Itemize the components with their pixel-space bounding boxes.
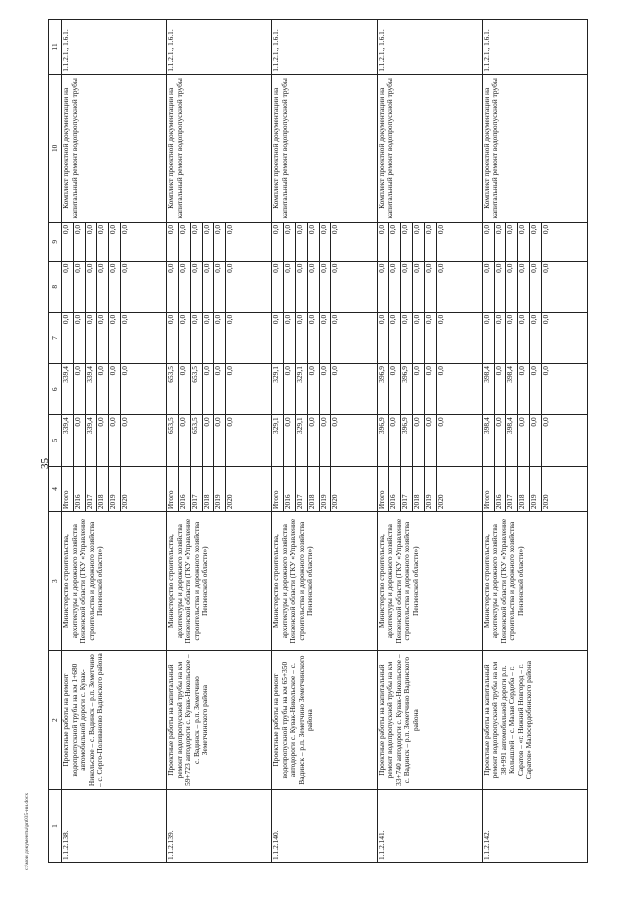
item-local-budget bbox=[272, 261, 377, 312]
item-total-funding-value: 0,0 bbox=[109, 415, 121, 465]
item-federal-budget-value: 0,0 bbox=[378, 313, 390, 363]
item-other-sources-value: 0,0 bbox=[284, 223, 296, 261]
item-years-value: 2018 bbox=[97, 467, 109, 512]
rotated-table-container bbox=[48, 19, 588, 863]
item-regional-budget-value: 0,0 bbox=[530, 364, 542, 414]
item-other-sources bbox=[377, 222, 482, 261]
item-total-funding-value: 0,0 bbox=[74, 415, 86, 465]
item-regional-budget-value: 653,5 bbox=[191, 364, 203, 414]
item-federal-budget-value: 0,0 bbox=[495, 313, 507, 363]
item-regional-budget-value: 0,0 bbox=[435, 366, 445, 376]
item-federal-budget-value: 0,0 bbox=[97, 313, 109, 363]
item-other-sources-value: 0,0 bbox=[203, 223, 215, 261]
item-other-sources-value: 0,0 bbox=[74, 223, 86, 261]
item-federal-budget-value: 0,0 bbox=[74, 313, 86, 363]
item-local-budget-value: 0,0 bbox=[308, 262, 320, 312]
item-regional-budget bbox=[62, 364, 167, 415]
item-local-budget-value: 0,0 bbox=[506, 262, 518, 312]
item-years-value: 2017 bbox=[296, 467, 308, 512]
item-federal-budget-value: 0,0 bbox=[320, 313, 332, 363]
item-number: 1.1.2.141. bbox=[377, 790, 482, 863]
item-years-value: 2018 bbox=[413, 467, 425, 512]
item-total-funding-value: 0,0 bbox=[518, 415, 530, 465]
item-total-funding bbox=[272, 415, 377, 466]
item-years-value: 2020 bbox=[540, 494, 550, 510]
item-executor: Министерство строительства, архитектуры и дорожного хозяйства Пензенской области (ГКУ «Управление строительства и дорожного хозяйства Пензенской области») bbox=[272, 512, 377, 651]
column-header-11: 11 bbox=[49, 20, 62, 75]
item-regional-budget bbox=[272, 364, 377, 415]
item-total-funding-value: 0,0 bbox=[495, 415, 507, 465]
item-total-funding-value: 329,1 bbox=[296, 415, 308, 465]
item-years bbox=[482, 466, 587, 512]
item-regional-budget-value: 0,0 bbox=[425, 364, 437, 414]
item-years-value: 2020 bbox=[435, 494, 445, 510]
table-body bbox=[62, 20, 588, 863]
item-result: Комплект проектной документации на капитальный ремонт водопропускной трубы bbox=[482, 74, 587, 222]
item-federal-budget-value: 0,0 bbox=[540, 314, 550, 325]
item-regional-budget-value: 0,0 bbox=[97, 364, 109, 414]
item-other-sources-value: 0,0 bbox=[413, 223, 425, 261]
item-local-budget bbox=[482, 261, 587, 312]
item-total-funding-value: 0,0 bbox=[540, 417, 550, 427]
item-federal-budget-value: 0,0 bbox=[284, 313, 296, 363]
item-other-sources bbox=[167, 222, 272, 261]
item-reference: 1.1.2.1., 1.6.1. bbox=[167, 20, 272, 75]
item-local-budget-value: 0,0 bbox=[109, 262, 121, 312]
item-local-budget-value: 0,0 bbox=[378, 262, 390, 312]
item-regional-budget-value: 398,4 bbox=[506, 364, 518, 414]
item-total-funding bbox=[167, 415, 272, 466]
item-executor: Министерство строительства, архитектуры и дорожного хозяйства Пензенской области (ГКУ «Управление строительства и дорожного хозяйства Пензенской области») bbox=[62, 512, 167, 651]
item-name: Проектные работы на капитальный ремонт водопропускной трубы на км 38+991 автомобильной дороги р.п. Колышлей – с. Малая Сердоба – г. Саратов – «г. Нижний Новгород – г. Саратов» Малосердобинского района bbox=[482, 651, 587, 790]
item-total-funding-value: 0,0 bbox=[225, 417, 235, 427]
item-local-budget-value: 0,0 bbox=[518, 262, 530, 312]
item-federal-budget bbox=[62, 312, 167, 363]
item-total-funding-value: 0,0 bbox=[179, 415, 191, 465]
item-local-budget-value: 0,0 bbox=[435, 263, 445, 273]
item-reference: 1.1.2.1., 1.6.1. bbox=[377, 20, 482, 75]
item-federal-budget-value: 0,0 bbox=[62, 313, 74, 363]
item-result: Комплект проектной документации на капитальный ремонт водопропускной трубы bbox=[167, 74, 272, 222]
item-local-budget-value: 0,0 bbox=[203, 262, 215, 312]
item-regional-budget-value: 0,0 bbox=[109, 364, 121, 414]
item-regional-budget-value: 329,1 bbox=[296, 364, 308, 414]
item-other-sources-value: 0,0 bbox=[425, 223, 437, 261]
item-total-funding bbox=[377, 415, 482, 466]
item-regional-budget-value: 0,0 bbox=[74, 364, 86, 414]
column-header-10: 10 bbox=[49, 74, 62, 222]
item-years-value: 2017 bbox=[401, 467, 413, 512]
item-other-sources bbox=[482, 222, 587, 261]
item-total-funding-value: 0,0 bbox=[214, 415, 226, 465]
item-total-funding-value: 396,9 bbox=[401, 415, 413, 465]
item-regional-budget-value: 0,0 bbox=[518, 364, 530, 414]
table-row bbox=[482, 20, 587, 863]
header-row bbox=[49, 20, 62, 863]
item-regional-budget bbox=[482, 364, 587, 415]
item-years-value: 2016 bbox=[179, 467, 191, 512]
item-total-funding-value: 0,0 bbox=[284, 415, 296, 465]
item-regional-budget-value: 0,0 bbox=[320, 364, 332, 414]
program-table bbox=[48, 19, 588, 863]
item-federal-budget bbox=[482, 312, 587, 363]
item-regional-budget-value: 398,4 bbox=[483, 364, 495, 414]
item-local-budget-value: 0,0 bbox=[97, 262, 109, 312]
column-header-4: 4 bbox=[49, 466, 62, 512]
item-regional-budget-value: 0,0 bbox=[214, 364, 226, 414]
table-row bbox=[272, 20, 377, 863]
item-local-budget-value: 0,0 bbox=[483, 262, 495, 312]
item-number: 1.1.2.142. bbox=[482, 790, 587, 863]
item-years-value: Итого bbox=[167, 467, 179, 512]
column-header-3: 3 bbox=[49, 512, 62, 651]
item-other-sources-value: 0,0 bbox=[62, 223, 74, 261]
item-local-budget-value: 0,0 bbox=[62, 262, 74, 312]
item-regional-budget-value: 0,0 bbox=[308, 364, 320, 414]
item-federal-budget-value: 0,0 bbox=[179, 313, 191, 363]
item-years-value: Итого bbox=[272, 467, 284, 512]
column-header-6: 6 bbox=[49, 364, 62, 415]
item-years-value: 2019 bbox=[109, 467, 121, 512]
item-years-value: Итого bbox=[62, 467, 74, 512]
item-regional-budget-value: 329,1 bbox=[272, 364, 284, 414]
item-total-funding-value: 0,0 bbox=[413, 415, 425, 465]
item-federal-budget-value: 0,0 bbox=[389, 313, 401, 363]
item-regional-budget-value: 396,9 bbox=[378, 364, 390, 414]
item-reference: 1.1.2.1., 1.6.1. bbox=[62, 20, 167, 75]
item-regional-budget bbox=[377, 364, 482, 415]
item-regional-budget-value: 0,0 bbox=[225, 366, 235, 376]
item-regional-budget-value: 0,0 bbox=[389, 364, 401, 414]
item-name: Проектные работы на ремонт водопропускной трубы на км 1+680 автомобильной дороги с. Кувак-Никольское – с. Вадинск – р.п. Земетчино – с. Серго-Поливаново Вадинского района bbox=[62, 651, 167, 790]
item-years-value: 2016 bbox=[74, 467, 86, 512]
item-local-budget bbox=[62, 261, 167, 312]
item-federal-budget-value: 0,0 bbox=[272, 313, 284, 363]
item-other-sources-value: 0,0 bbox=[401, 223, 413, 261]
item-total-funding-value: 339,4 bbox=[86, 415, 98, 465]
item-other-sources-value: 0,0 bbox=[506, 223, 518, 261]
item-federal-budget bbox=[377, 312, 482, 363]
item-total-funding-value: 0,0 bbox=[308, 415, 320, 465]
item-years bbox=[272, 466, 377, 512]
item-local-budget-value: 0,0 bbox=[530, 262, 542, 312]
item-total-funding-value: 329,1 bbox=[272, 415, 284, 465]
item-reference: 1.1.2.1., 1.6.1. bbox=[272, 20, 377, 75]
item-other-sources-value: 0,0 bbox=[330, 224, 340, 235]
item-name: Проектные работы на капитальный ремонт водопропускной трубы на км 59+723 автодороги с. Кувак-Никольское – с. Вадинск – р.п. Земетчино Земетчинского района bbox=[167, 651, 272, 790]
item-years-value: 2016 bbox=[389, 467, 401, 512]
column-header-5: 5 bbox=[49, 415, 62, 466]
item-federal-budget-value: 0,0 bbox=[167, 313, 179, 363]
column-header-9: 9 bbox=[49, 222, 62, 261]
item-local-budget-value: 0,0 bbox=[167, 262, 179, 312]
item-other-sources-value: 0,0 bbox=[179, 223, 191, 261]
item-regional-budget-value: 0,0 bbox=[119, 366, 129, 376]
item-regional-budget-value: 653,5 bbox=[167, 364, 179, 414]
item-regional-budget-value: 396,9 bbox=[401, 364, 413, 414]
item-regional-budget-value: 0,0 bbox=[495, 364, 507, 414]
item-executor: Министерство строительства, архитектуры и дорожного хозяйства Пензенской области (ГКУ «Управление строительства и дорожного хозяйства Пензенской области») bbox=[377, 512, 482, 651]
item-years-value: 2017 bbox=[191, 467, 203, 512]
item-local-budget-value: 0,0 bbox=[284, 262, 296, 312]
item-total-funding-value: 653,5 bbox=[167, 415, 179, 465]
item-federal-budget-value: 0,0 bbox=[401, 313, 413, 363]
item-local-budget-value: 0,0 bbox=[495, 262, 507, 312]
item-local-budget-value: 0,0 bbox=[330, 263, 340, 273]
item-other-sources-value: 0,0 bbox=[119, 224, 129, 235]
item-local-budget-value: 0,0 bbox=[425, 262, 437, 312]
item-years bbox=[167, 466, 272, 512]
item-total-funding-value: 0,0 bbox=[425, 415, 437, 465]
item-other-sources-value: 0,0 bbox=[225, 224, 235, 235]
item-number: 1.1.2.140. bbox=[272, 790, 377, 863]
item-name: Проектные работы на капитальный ремонт водопропускной трубы на км 33+740 автодороги с. Кувак-Никольское – с. Вадинск – р.п. Земетчино Вадинского района bbox=[377, 651, 482, 790]
page-number: 35 bbox=[39, 458, 51, 469]
item-total-funding-value: 398,4 bbox=[506, 415, 518, 465]
column-header-2: 2 bbox=[49, 651, 62, 790]
item-local-budget-value: 0,0 bbox=[320, 262, 332, 312]
item-other-sources-value: 0,0 bbox=[191, 223, 203, 261]
item-years-value: 2020 bbox=[225, 494, 235, 510]
item-federal-budget-value: 0,0 bbox=[530, 313, 542, 363]
item-executor: Министерство строительства, архитектуры и дорожного хозяйства Пензенской области (ГКУ «Управление строительства и дорожного хозяйства Пензенской области») bbox=[482, 512, 587, 651]
item-number: 1.1.2.139. bbox=[167, 790, 272, 863]
item-regional-budget-value: 0,0 bbox=[284, 364, 296, 414]
item-years-value: 2016 bbox=[284, 467, 296, 512]
file-path-footer: c:\мои документы\рп035-ни.docx bbox=[24, 792, 30, 870]
item-years bbox=[62, 466, 167, 512]
item-other-sources-value: 0,0 bbox=[435, 224, 445, 235]
item-total-funding-value: 653,5 bbox=[191, 415, 203, 465]
item-result: Комплект проектной документации на капитальный ремонт водопропускной трубы bbox=[377, 74, 482, 222]
item-total-funding-value: 0,0 bbox=[119, 417, 129, 427]
item-federal-budget-value: 0,0 bbox=[214, 313, 226, 363]
item-regional-budget-value: 0,0 bbox=[330, 366, 340, 376]
column-header-1: 1 bbox=[49, 790, 62, 863]
item-local-budget-value: 0,0 bbox=[225, 263, 235, 273]
item-federal-budget-value: 0,0 bbox=[435, 314, 445, 325]
item-total-funding-value: 0,0 bbox=[389, 415, 401, 465]
item-result: Комплект проектной документации на капитальный ремонт водопропускной трубы bbox=[272, 74, 377, 222]
item-other-sources-value: 0,0 bbox=[483, 223, 495, 261]
item-years bbox=[377, 466, 482, 512]
item-local-budget-value: 0,0 bbox=[401, 262, 413, 312]
item-years-value: 2019 bbox=[425, 467, 437, 512]
item-local-budget-value: 0,0 bbox=[191, 262, 203, 312]
item-federal-budget-value: 0,0 bbox=[483, 313, 495, 363]
item-total-funding-value: 0,0 bbox=[330, 417, 340, 427]
item-regional-budget-value: 339,4 bbox=[62, 364, 74, 414]
item-local-budget bbox=[167, 261, 272, 312]
item-years-value: 2018 bbox=[308, 467, 320, 512]
item-total-funding-value: 398,4 bbox=[483, 415, 495, 465]
item-years-value: 2020 bbox=[119, 494, 129, 510]
item-other-sources-value: 0,0 bbox=[272, 223, 284, 261]
item-other-sources-value: 0,0 bbox=[167, 223, 179, 261]
item-federal-budget bbox=[272, 312, 377, 363]
item-total-funding-value: 0,0 bbox=[97, 415, 109, 465]
item-federal-budget-value: 0,0 bbox=[203, 313, 215, 363]
table-row bbox=[377, 20, 482, 863]
item-total-funding-value: 0,0 bbox=[435, 417, 445, 427]
item-other-sources-value: 0,0 bbox=[320, 223, 332, 261]
item-years-value: 2019 bbox=[530, 467, 542, 512]
item-result: Комплект проектной документации на капитальный ремонт водопропускной трубы bbox=[62, 74, 167, 222]
item-other-sources-value: 0,0 bbox=[389, 223, 401, 261]
item-total-funding-value: 0,0 bbox=[203, 415, 215, 465]
column-header-7: 7 bbox=[49, 312, 62, 363]
item-total-funding bbox=[62, 415, 167, 466]
item-regional-budget bbox=[167, 364, 272, 415]
item-years-value: 2017 bbox=[86, 467, 98, 512]
item-total-funding-value: 0,0 bbox=[320, 415, 332, 465]
item-total-funding bbox=[482, 415, 587, 466]
item-federal-budget-value: 0,0 bbox=[86, 313, 98, 363]
item-local-budget-value: 0,0 bbox=[272, 262, 284, 312]
item-regional-budget-value: 0,0 bbox=[540, 366, 550, 376]
item-years-value: 2020 bbox=[330, 494, 340, 510]
item-local-budget-value: 0,0 bbox=[74, 262, 86, 312]
item-federal-budget-value: 0,0 bbox=[296, 313, 308, 363]
table-row bbox=[167, 20, 272, 863]
item-years-value: Итого bbox=[378, 467, 390, 512]
item-local-budget-value: 0,0 bbox=[389, 262, 401, 312]
item-other-sources-value: 0,0 bbox=[378, 223, 390, 261]
item-other-sources-value: 0,0 bbox=[518, 223, 530, 261]
item-federal-budget-value: 0,0 bbox=[191, 313, 203, 363]
item-regional-budget-value: 0,0 bbox=[203, 364, 215, 414]
item-years-value: 2018 bbox=[518, 467, 530, 512]
item-local-budget-value: 0,0 bbox=[540, 263, 550, 273]
item-other-sources bbox=[62, 222, 167, 261]
item-total-funding-value: 0,0 bbox=[530, 415, 542, 465]
item-regional-budget-value: 0,0 bbox=[179, 364, 191, 414]
item-federal-budget-value: 0,0 bbox=[109, 313, 121, 363]
item-federal-budget-value: 0,0 bbox=[225, 314, 235, 325]
item-local-budget-value: 0,0 bbox=[214, 262, 226, 312]
item-regional-budget-value: 339,4 bbox=[86, 364, 98, 414]
item-other-sources-value: 0,0 bbox=[495, 223, 507, 261]
item-local-budget-value: 0,0 bbox=[413, 262, 425, 312]
column-header-8: 8 bbox=[49, 261, 62, 312]
item-other-sources-value: 0,0 bbox=[109, 223, 121, 261]
item-other-sources-value: 0,0 bbox=[97, 223, 109, 261]
item-other-sources-value: 0,0 bbox=[540, 224, 550, 235]
item-total-funding-value: 396,9 bbox=[378, 415, 390, 465]
item-local-budget-value: 0,0 bbox=[296, 262, 308, 312]
item-years-value: 2019 bbox=[320, 467, 332, 512]
item-name: Проектные работы на ремонт водопропускной трубы на км 65+350 автодороги с. Кувак-Никольское – с. Вадинск – р.п. Земетчино Земетчинского района bbox=[272, 651, 377, 790]
item-other-sources-value: 0,0 bbox=[86, 223, 98, 261]
item-other-sources-value: 0,0 bbox=[308, 223, 320, 261]
item-federal-budget bbox=[167, 312, 272, 363]
item-other-sources bbox=[272, 222, 377, 261]
item-other-sources-value: 0,0 bbox=[530, 223, 542, 261]
item-other-sources-value: 0,0 bbox=[214, 223, 226, 261]
item-executor: Министерство строительства, архитектуры и дорожного хозяйства Пензенской области (ГКУ «Управление строительства и дорожного хозяйства Пензенской области») bbox=[167, 512, 272, 651]
item-federal-budget-value: 0,0 bbox=[506, 313, 518, 363]
item-other-sources-value: 0,0 bbox=[296, 223, 308, 261]
table-row bbox=[62, 20, 167, 863]
item-years-value: Итого bbox=[483, 467, 495, 512]
item-federal-budget-value: 0,0 bbox=[425, 313, 437, 363]
item-local-budget bbox=[377, 261, 482, 312]
item-local-budget-value: 0,0 bbox=[86, 262, 98, 312]
item-federal-budget-value: 0,0 bbox=[518, 313, 530, 363]
item-total-funding-value: 339,4 bbox=[62, 415, 74, 465]
item-years-value: 2019 bbox=[214, 467, 226, 512]
item-number: 1.1.2.138. bbox=[62, 790, 167, 863]
item-local-budget-value: 0,0 bbox=[119, 263, 129, 273]
item-federal-budget-value: 0,0 bbox=[413, 313, 425, 363]
item-federal-budget-value: 0,0 bbox=[119, 314, 129, 325]
item-years-value: 2016 bbox=[495, 467, 507, 512]
item-regional-budget-value: 0,0 bbox=[413, 364, 425, 414]
item-years-value: 2018 bbox=[203, 467, 215, 512]
item-federal-budget-value: 0,0 bbox=[308, 313, 320, 363]
item-years-value: 2017 bbox=[506, 467, 518, 512]
item-federal-budget-value: 0,0 bbox=[330, 314, 340, 325]
item-reference: 1.1.2.1., 1.6.1. bbox=[482, 20, 587, 75]
item-local-budget-value: 0,0 bbox=[179, 262, 191, 312]
